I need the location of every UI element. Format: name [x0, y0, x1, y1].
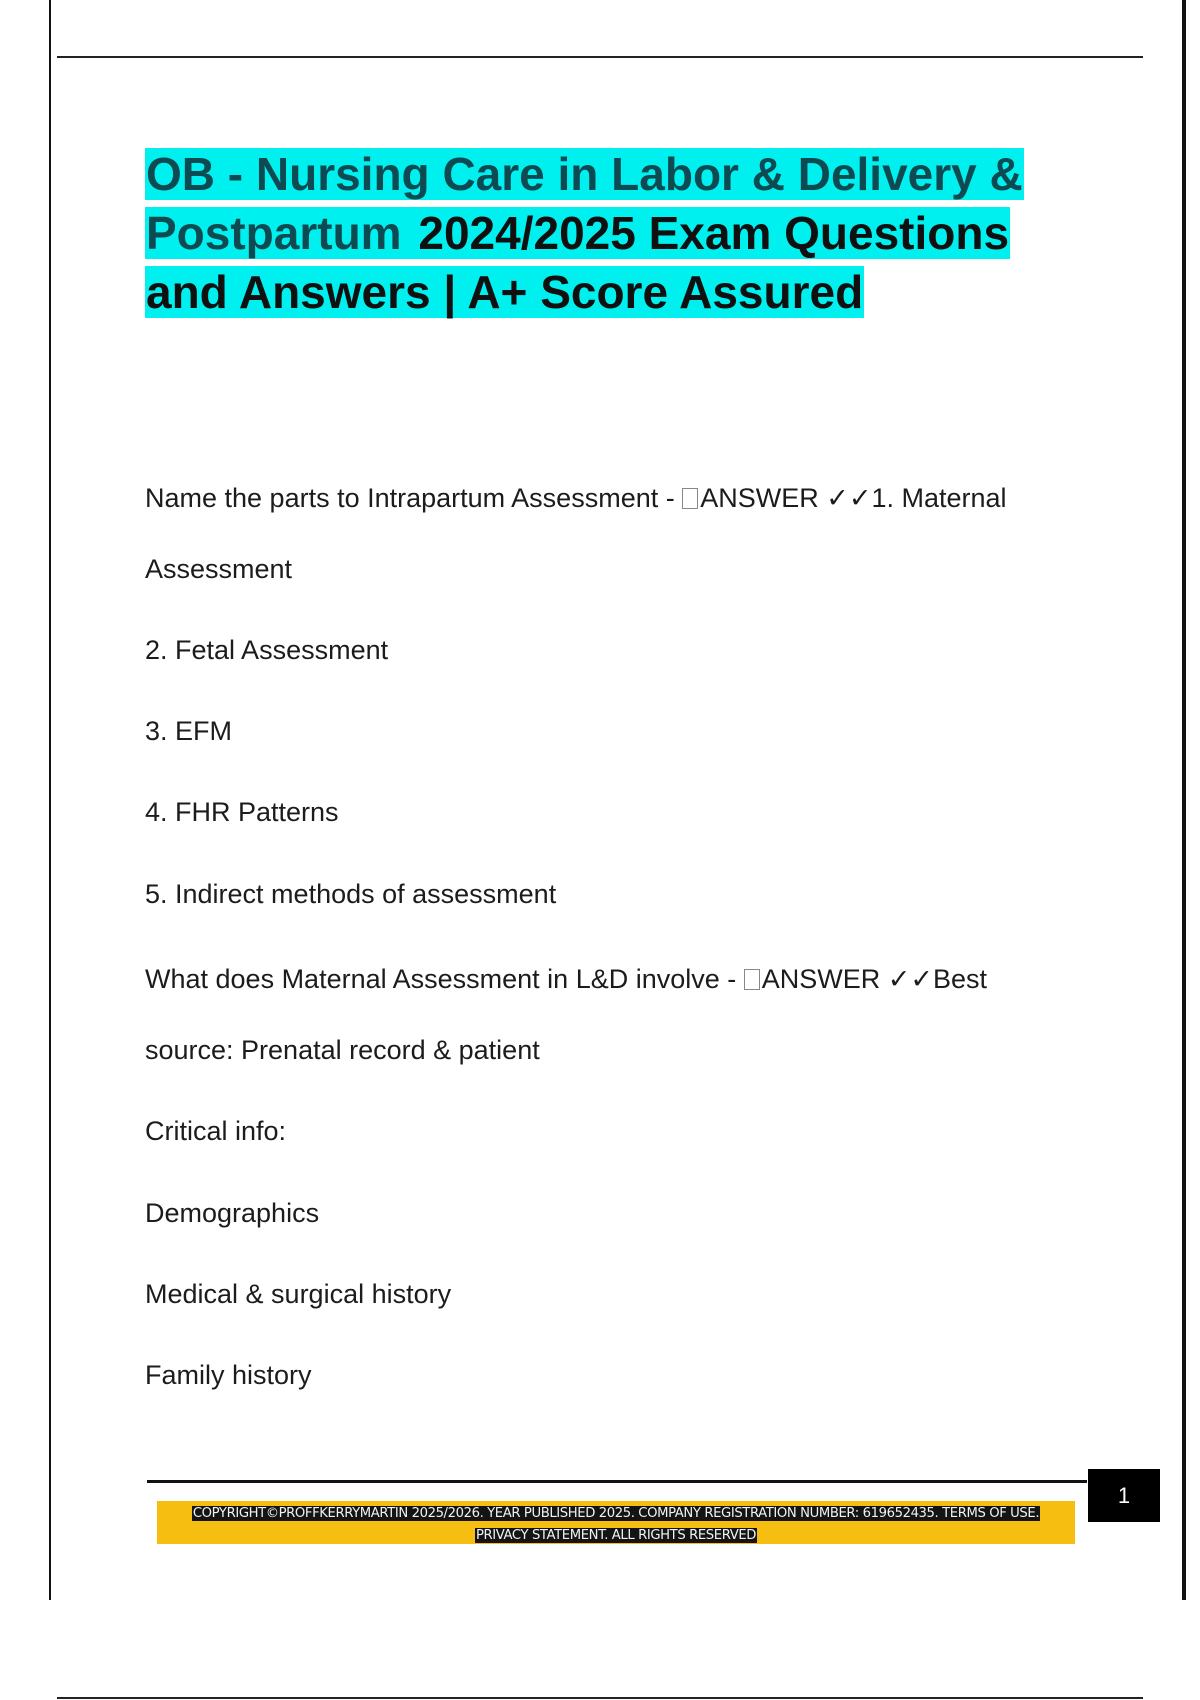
copyright-notice: [157, 1503, 1075, 1547]
title-line-2a: Postpartum: [146, 207, 402, 259]
answer-item-5: 5. Indirect methods of assessment: [145, 879, 557, 909]
critical-info-label: Critical info:: [145, 1116, 287, 1146]
copyright-line-2: PRIVACY STATEMENT. ALL RIGHTS RESERVED: [475, 1528, 757, 1543]
list-item-family-history: Family history: [145, 1360, 312, 1390]
next-page-rule: [57, 1697, 1143, 1699]
question-1-continuation: Assessment: [145, 554, 293, 584]
missing-glyph-icon: [682, 488, 698, 509]
page-border-right: [1182, 0, 1186, 1600]
copyright-line-1: COPYRIGHT©PROFFKERRYMARTIN 2025/2026. YEAR PUBLISHED 2025. COMPANY REGISTRATION NUMBER: 619652435. TERMS OF USE.: [192, 1506, 1040, 1521]
title-line-2b: 2024/2025 Exam Questions: [418, 207, 1010, 259]
question-1-answer: ANSWER ✓✓1. Maternal: [700, 483, 1007, 513]
answer-item-4: 4. FHR Patterns: [145, 797, 339, 827]
answer-item-3: 3. EFM: [145, 716, 233, 746]
question-1-text: Name the parts to Intrapartum Assessment -: [145, 483, 683, 513]
question-2-text: What does Maternal Assessment in L&D involve -: [145, 964, 744, 994]
title-line-1: OB - Nursing Care in Labor & Delivery &: [146, 148, 1023, 200]
missing-glyph-icon: [744, 969, 760, 990]
title-line-3: and Answers | A+ Score Assured: [146, 266, 864, 318]
header-rule: [57, 56, 1143, 58]
document-title: [145, 145, 1095, 322]
question-1: [145, 481, 1007, 515]
footer-rule: [147, 1480, 1087, 1483]
page-number: 1: [1088, 1469, 1160, 1522]
question-2-answer: ANSWER ✓✓Best: [761, 964, 988, 994]
question-2-continuation: source: Prenatal record & patient: [145, 1035, 540, 1065]
question-2: [145, 962, 987, 996]
answer-item-2: 2. Fetal Assessment: [145, 635, 389, 665]
page-border-left: [49, 0, 51, 1600]
list-item-demographics: Demographics: [145, 1198, 320, 1228]
list-item-medical-history: Medical & surgical history: [145, 1279, 452, 1309]
